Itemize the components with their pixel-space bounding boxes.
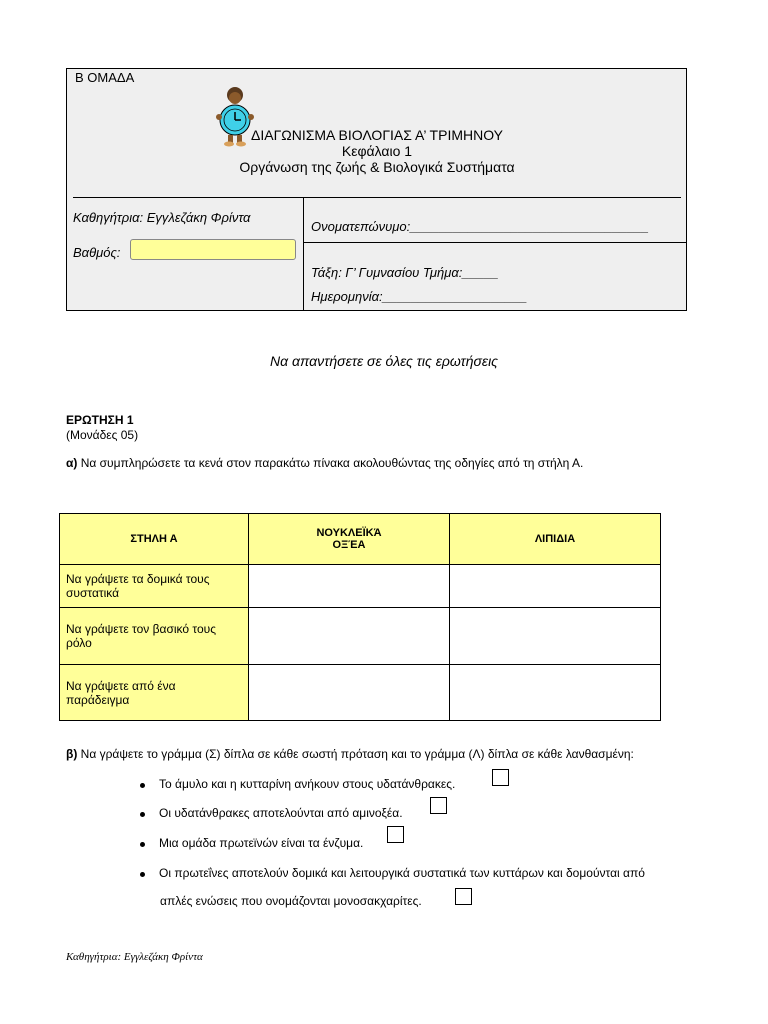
instructions: Να απαντήσετε σε όλες τις ερωτήσεις (270, 353, 498, 369)
exam-subtitle: Οργάνωση της ζωής & Βιολογικά Συστήματα (239, 159, 515, 175)
bullet-dot (140, 812, 145, 817)
header-divider (73, 197, 681, 198)
answer-checkbox[interactable] (430, 797, 447, 814)
part-a-prefix: α) (66, 456, 78, 470)
exam-header (66, 68, 687, 311)
exam-title: ΔΙΑΓΩΝΙΣΜΑ ΒΙΟΛΟΓΙΑΣ Α’ ΤΡΙΜΗΝΟΥ (250, 127, 503, 143)
grade-label: Βαθμός: (73, 245, 121, 260)
question-title: ΕΡΩΤΗΣΗ 1 (66, 413, 134, 427)
header-nucleic-acids: ΝΟΥΚΛΕΪΚΆ ΟΞΈΑ (316, 527, 382, 551)
footer-teacher: Καθηγήτρια: Εγγλεζάκη Φρίντα (66, 951, 203, 963)
date-field[interactable]: Ημερομηνία:____________________ (311, 289, 528, 304)
group-label: Β ΟΜΑΔΑ (75, 70, 135, 85)
answer-table (59, 513, 661, 721)
table-header (249, 514, 450, 565)
grade-field[interactable] (130, 239, 296, 260)
exam-chapter: Κεφάλαιο 1 (341, 143, 413, 159)
answer-checkbox[interactable] (455, 888, 472, 905)
question-points: (Μονάδες 05) (66, 428, 139, 442)
answer-checkbox[interactable] (492, 769, 509, 786)
answer-cell[interactable] (249, 608, 450, 665)
name-field[interactable]: Ονοματεπώνυμο:_________________________________ (311, 219, 649, 234)
bullet-dot (140, 842, 145, 847)
row-label: Να γράψετε τα δομικά τους συστατικά (60, 565, 249, 608)
part-b-instruction (66, 747, 634, 761)
table-row (60, 565, 661, 608)
exam-title-block (167, 127, 587, 175)
answer-cell[interactable] (249, 565, 450, 608)
statement-continuation: απλές ενώσεις που ονομάζονται μονοσακχαρίτες. (160, 894, 422, 908)
statement: Οι πρωτεΐνες αποτελούν δομικά και λειτουργικά συστατικά των κυττάρων και δομούνται από (159, 866, 645, 880)
statement: Οι υδατάνθρακες αποτελούνται από αμινοξέα. (159, 806, 403, 820)
answer-checkbox[interactable] (387, 826, 404, 843)
table-header: ΣΤΗΛΗ Α (60, 514, 249, 565)
header-row-divider (303, 242, 687, 243)
answer-cell[interactable] (450, 608, 661, 665)
answer-cell[interactable] (249, 665, 450, 721)
bullet-dot (140, 872, 145, 877)
table-header: ΛΙΠΙΔΙΑ (450, 514, 661, 565)
answer-cell[interactable] (450, 565, 661, 608)
statement: Το άμυλο και η κυτταρίνη ανήκουν στους υδατάνθρακες. (159, 777, 456, 791)
row-label: Να γράψετε από ένα παράδειγμα (60, 665, 249, 721)
class-field[interactable]: Τάξη: Γ’ Γυμνασίου Τμήμα:_____ (311, 265, 499, 280)
row-label: Να γράψετε τον βασικό τους ρόλο (60, 608, 249, 665)
part-a-text: Να συμπληρώσετε τα κενά στον παρακάτω πίνακα ακολουθώντας της οδηγίες από τη στήλη Α. (77, 456, 584, 470)
table-header-row (60, 514, 661, 565)
statement: Μια ομάδα πρωτεϊνών είναι τα ένζυμα. (159, 836, 364, 850)
part-b-prefix: β) (66, 747, 78, 761)
part-b-text: Να γράψετε το γράμμα (Σ) δίπλα σε κάθε σωστή πρόταση και το γράμμα (Λ) δίπλα σε κάθε λανθασμένη: (77, 747, 634, 761)
part-a-instruction (66, 456, 583, 470)
teacher-label: Καθηγήτρια: Εγγλεζάκη Φρίντα (73, 210, 251, 225)
bullet-dot (140, 783, 145, 788)
answer-cell[interactable] (450, 665, 661, 721)
table-row (60, 665, 661, 721)
header-column-divider (303, 197, 304, 311)
table-row (60, 608, 661, 665)
